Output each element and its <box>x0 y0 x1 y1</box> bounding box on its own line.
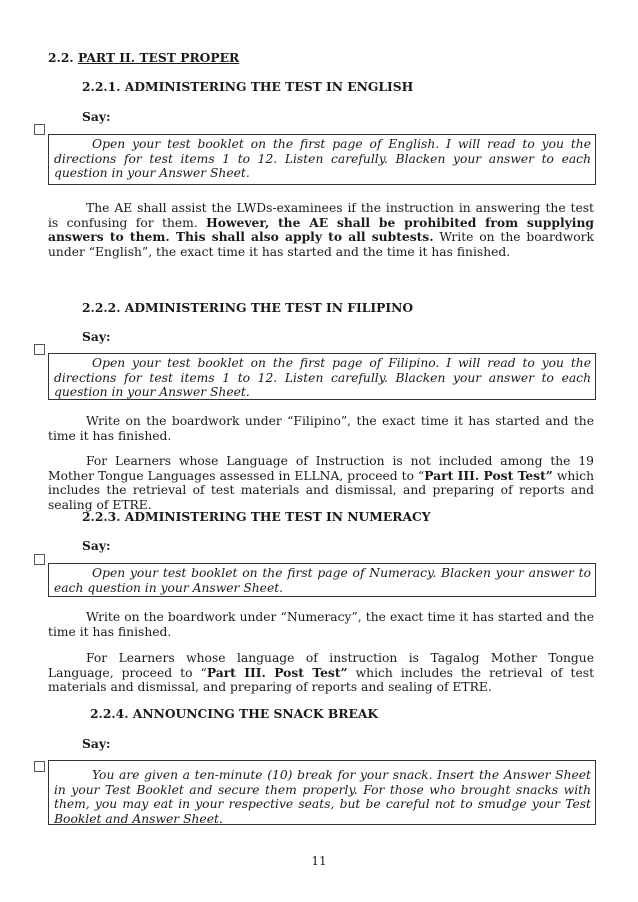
para-filipino-text-a: For Learners whose Language of Instruction is not included among the 19 Mother Tongue Languages assessed in ELLNA, proceed to “ <box>48 454 594 483</box>
para-filipino-text-b: which includes the retrieval of test materials and dismissal, and preparing of reports and sealing of ETRE. <box>48 468 595 512</box>
section-number: 2.2. <box>48 50 74 65</box>
checkbox-numeracy[interactable] <box>34 554 45 565</box>
subsection-heading-numeracy: 2.2.3. ADMINISTERING THE TEST IN NUMERACY <box>82 509 431 524</box>
subsection-heading-english: 2.2.1. ADMINISTERING THE TEST IN ENGLISH <box>82 79 414 94</box>
instruction-text-english: Open your test booklet on the first page of English. I will read to you the directions for test items 1 to 12. Listen carefully. Blacken your answer to each question in your Answer Sheet. <box>54 137 591 181</box>
instruction-text-snack-break: You are given a ten-minute (10) break for your snack. Insert the Answer Sheet in your Test Booklet and secure them properly. For those who brought snacks with them, you may eat in your respective seats, but be careful not to smudge your Test Booklet and Answer Sheet. <box>54 768 591 826</box>
instruction-text-filipino: Open your test booklet on the first page of Filipino. I will read to you the directions for test items 1 to 12. Listen carefully. Blacken your answer to each question in your Answer Sheet. <box>54 356 591 400</box>
say-label-filipino: Say: <box>82 329 111 344</box>
say-label-numeracy: Say: <box>82 538 111 553</box>
para-numeracy-text-a: For Learners whose language of instruction is Tagalog Mother Tongue Language, proceed to “ <box>48 651 594 680</box>
instruction-box-numeracy <box>48 563 596 597</box>
section-heading <box>48 51 239 66</box>
instruction-text-numeracy: Open your test booklet on the first page of Numeracy. Blacken your answer to each question in your Answer Sheet. <box>54 566 591 595</box>
checkbox-english[interactable] <box>34 124 45 135</box>
paragraph-filipino-2 <box>48 454 594 512</box>
checkbox-snack-break[interactable] <box>34 761 45 772</box>
subsection-heading-filipino: 2.2.2. ADMINISTERING THE TEST IN FILIPINO <box>82 300 414 315</box>
instruction-box-english <box>48 134 596 185</box>
para-numeracy-text-b: which includes the retrieval of test materials and dismissal, and preparing of reports and sealing of ETRE. <box>48 665 595 695</box>
paragraph-english <box>48 201 594 259</box>
page-number: 11 <box>311 854 327 868</box>
instruction-box-snack-break <box>48 760 596 825</box>
paragraph-numeracy-1: Write on the boardwork under “Numeracy”, the exact time it has started and the time it has finished. <box>48 610 594 639</box>
para-english-text-a: The AE shall assist the LWDs-examinees if the instruction in answering the test is confusing for them. <box>48 201 594 230</box>
para-english-bold: However, the AE shall be prohibited from supplying answers to them. This shall also apply to all subtests. <box>48 214 594 245</box>
say-label-english: Say: <box>82 109 111 124</box>
subsection-heading-snack-break: 2.2.4. ANNOUNCING THE SNACK BREAK <box>90 706 379 721</box>
para-english-text-b: Write on the boardwork under “English”, the exact time it has started and the time it has finished. <box>48 230 594 259</box>
checkbox-filipino[interactable] <box>34 344 45 355</box>
para-numeracy-bold: Part III. Post Test” <box>206 664 348 680</box>
para-filipino-bold: Part III. Post Test” <box>424 467 553 483</box>
paragraph-numeracy-2 <box>48 651 594 695</box>
say-label-snack-break: Say: <box>82 736 111 751</box>
instruction-box-filipino <box>48 353 596 400</box>
section-title: PART II. TEST PROPER <box>77 50 240 65</box>
paragraph-filipino-1: Write on the boardwork under “Filipino”, the exact time it has started and the time it has finished. <box>48 414 594 443</box>
